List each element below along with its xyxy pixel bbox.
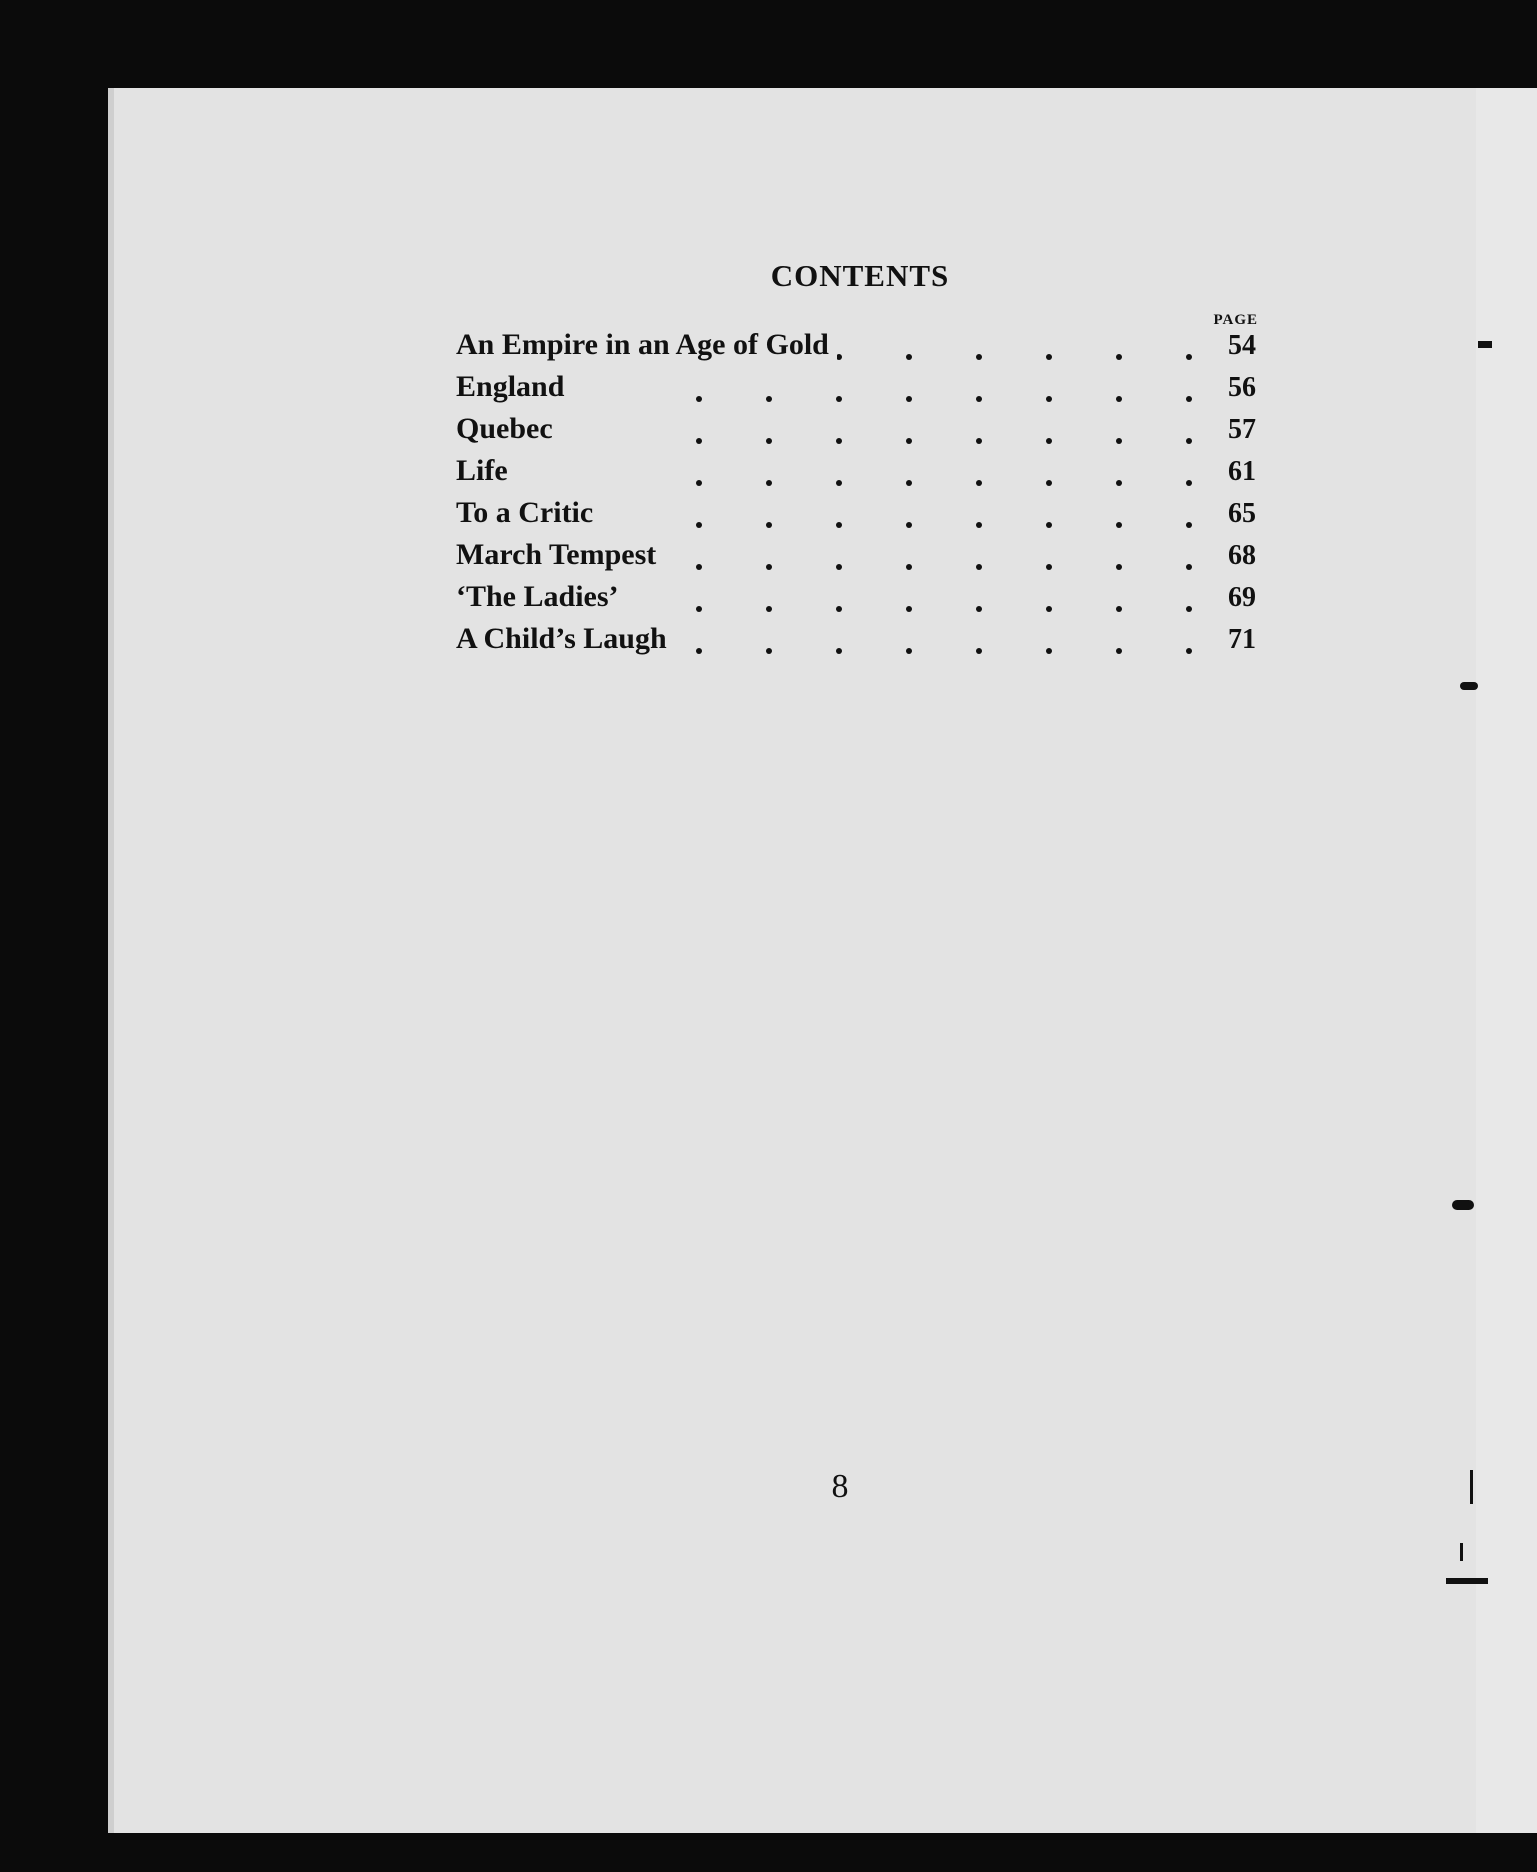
leader-dot (1046, 396, 1052, 402)
toc-entry-page: 65 (1228, 498, 1256, 529)
leader-dot (906, 438, 912, 444)
toc-entry-page: 69 (1228, 582, 1256, 613)
leader-dot (696, 564, 702, 570)
page-number: 8 (831, 1468, 849, 1505)
toc-entry-title: March Tempest (456, 538, 664, 572)
leader-dot (1046, 438, 1052, 444)
leader-dot (1116, 438, 1122, 444)
toc-entry (456, 622, 1256, 664)
page-edge (1476, 88, 1537, 1833)
leader-dot (906, 648, 912, 654)
toc-entry-title: Quebec (456, 412, 561, 446)
leader-dot (766, 606, 772, 612)
toc-entry-title: To a Critic (456, 496, 601, 530)
leader-dot (976, 522, 982, 528)
leader-dot (696, 480, 702, 486)
leader-dot (976, 438, 982, 444)
dot-leader (456, 454, 1186, 496)
toc-entry-page: 54 (1228, 330, 1256, 361)
leader-dot (906, 396, 912, 402)
leader-dot (766, 396, 772, 402)
leader-dot (836, 648, 842, 654)
leader-dot (696, 438, 702, 444)
toc-entry-page: 56 (1228, 372, 1256, 403)
leader-dot (1116, 606, 1122, 612)
toc-entry (456, 412, 1256, 454)
toc-entry-page: 71 (1228, 624, 1256, 655)
toc-entry (456, 496, 1256, 538)
leader-dot (1186, 564, 1192, 570)
leader-dot (1186, 354, 1192, 360)
leader-dot (976, 354, 982, 360)
leader-dot (1046, 480, 1052, 486)
leader-dot (1186, 396, 1192, 402)
toc-entry-title: A Child’s Laugh (456, 622, 675, 656)
leader-dot (1116, 396, 1122, 402)
toc-entry-title: An Empire in an Age of Gold (456, 328, 837, 362)
leader-dot (1116, 480, 1122, 486)
page-column-label: PAGE (1213, 312, 1258, 328)
leader-dot (906, 480, 912, 486)
scan-mark (1460, 682, 1478, 690)
leader-dot (1186, 648, 1192, 654)
leader-dot (976, 396, 982, 402)
leader-dot (906, 606, 912, 612)
leader-dot (1186, 480, 1192, 486)
leader-dot (696, 648, 702, 654)
leader-dot (836, 522, 842, 528)
toc-entry-title: Life (456, 454, 516, 488)
leader-dot (836, 606, 842, 612)
toc-entry-page: 61 (1228, 456, 1256, 487)
leader-dot (766, 564, 772, 570)
leader-dot (1116, 564, 1122, 570)
table-of-contents (456, 328, 1256, 664)
scan-mark (1452, 1200, 1474, 1210)
leader-dot (1186, 438, 1192, 444)
leader-dot (696, 396, 702, 402)
leader-dot (1046, 522, 1052, 528)
dot-leader (456, 412, 1186, 454)
leader-dot (836, 396, 842, 402)
toc-entry (456, 538, 1256, 580)
contents-heading: CONTENTS (770, 258, 950, 293)
toc-entry-title: ‘The Ladies’ (456, 580, 627, 614)
toc-entry (456, 580, 1256, 622)
toc-entry-title: England (456, 370, 572, 404)
leader-dot (1116, 522, 1122, 528)
leader-dot (1046, 606, 1052, 612)
leader-dot (976, 480, 982, 486)
leader-dot (1186, 606, 1192, 612)
leader-dot (696, 522, 702, 528)
scan-mark (1470, 1470, 1473, 1504)
scan-mark (1478, 341, 1492, 348)
leader-dot (836, 564, 842, 570)
leader-dot (766, 522, 772, 528)
leader-dot (696, 606, 702, 612)
toc-entry (456, 370, 1256, 412)
scan-mark (1446, 1578, 1488, 1584)
toc-entry-page: 68 (1228, 540, 1256, 571)
toc-entry (456, 454, 1256, 496)
leader-dot (766, 438, 772, 444)
leader-dot (906, 354, 912, 360)
leader-dot (1186, 522, 1192, 528)
leader-dot (1046, 354, 1052, 360)
leader-dot (1046, 648, 1052, 654)
toc-entry (456, 328, 1256, 370)
leader-dot (976, 606, 982, 612)
leader-dot (836, 354, 842, 360)
leader-dot (836, 438, 842, 444)
leader-dot (1046, 564, 1052, 570)
leader-dot (906, 522, 912, 528)
leader-dot (766, 648, 772, 654)
scan-mark (1460, 1543, 1463, 1561)
leader-dot (1116, 354, 1122, 360)
leader-dot (976, 564, 982, 570)
leader-dot (1116, 648, 1122, 654)
leader-dot (836, 480, 842, 486)
leader-dot (976, 648, 982, 654)
leader-dot (906, 564, 912, 570)
toc-entry-page: 57 (1228, 414, 1256, 445)
leader-dot (766, 480, 772, 486)
